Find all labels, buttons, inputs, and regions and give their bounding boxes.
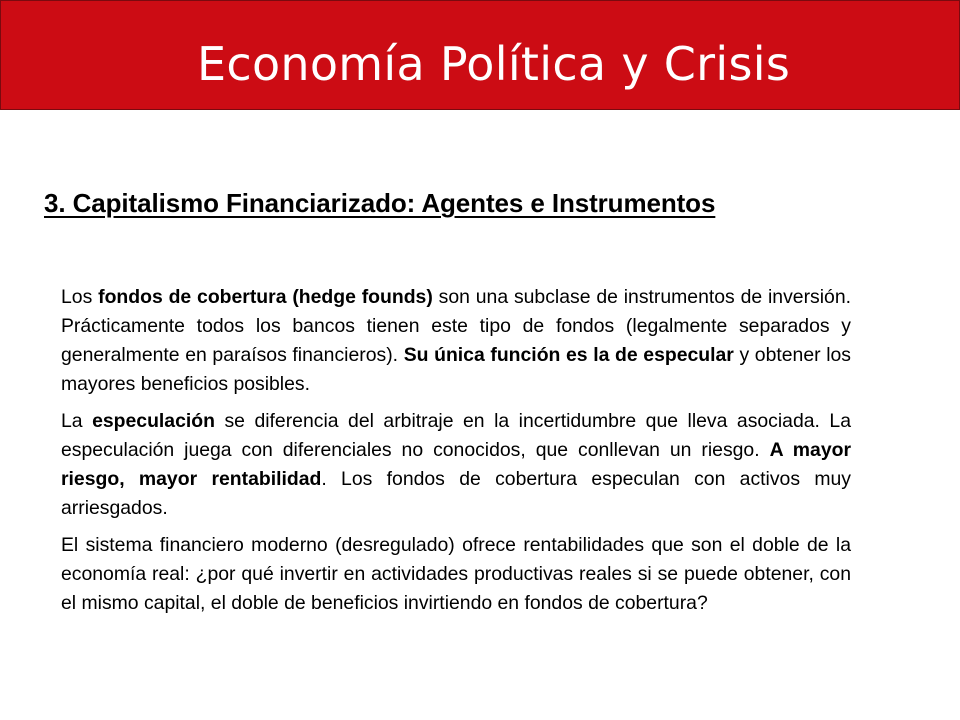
body-text <box>61 283 851 626</box>
text-segment: La <box>61 410 93 432</box>
slide-title: Economía Política y Crisis <box>197 37 791 91</box>
paragraph-speculation <box>61 407 851 523</box>
text-segment: . Los fondos de cobertura especulan con activos muy arriesgados. <box>61 468 851 519</box>
text-segment: se diferencia del arbitraje en la incertidumbre que lleva asociada. La especulación juega con diferenciales no conocidos, que conllevan un riesgo. <box>61 410 851 461</box>
text-segment: Los <box>61 286 99 308</box>
text-segment: son una subclase de instrumentos de inversión. Prácticamente todos los bancos tienen este tipo de fondos (legalmente separados y generalmente en paraísos financieros). <box>61 286 851 366</box>
emphasis-text: A mayor riesgo, mayor rentabilidad <box>61 439 851 490</box>
text-segment: El sistema financiero moderno (desregulado) ofrece rentabilidades que son el doble de la economía real: ¿por qué invertir en actividades productivas reales si se puede obtener, con el mismo capital, el doble de beneficios invirtiendo en fondos de cobertura? <box>61 534 851 614</box>
paragraph-financial-system <box>61 531 851 618</box>
emphasis-text: Su única función es la de especular <box>403 344 734 366</box>
title-banner <box>0 0 960 110</box>
emphasis-text: especulación <box>92 410 215 432</box>
emphasis-text: fondos de cobertura (hedge founds) <box>98 286 433 308</box>
paragraph-hedge-funds <box>61 283 851 399</box>
text-segment: y obtener los mayores beneficios posibles. <box>61 344 851 395</box>
section-heading: 3. Capitalismo Financiarizado: Agentes e Instrumentos <box>44 188 716 218</box>
